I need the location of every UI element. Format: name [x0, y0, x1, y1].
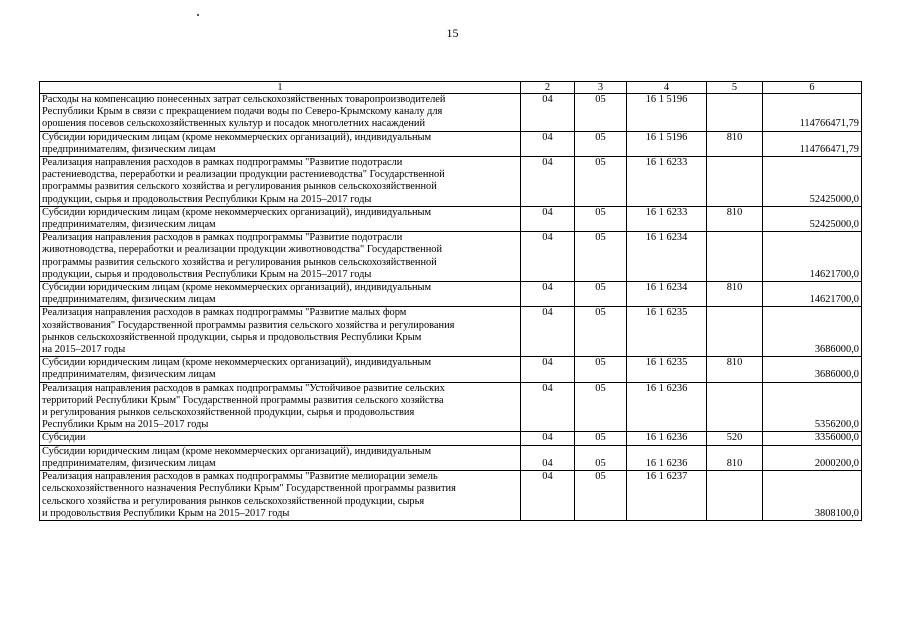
row-description: Субсидии юридическим лицам (кроме некоммерческих организаций), индивидуальным предпринимателям, физическим лицам: [40, 357, 521, 382]
column-header-2: 2: [521, 82, 575, 94]
row-subsection-code: 05: [575, 357, 627, 382]
row-description: Реализация направления расходов в рамках подпрограммы "Устойчивое развитие сельских территорий Республики Крым" Государственной программы развития сельского хозяйства и регулирования рынков сельскохозяйственной продукции, сырья и продовольствия Республики Крым на 2015–2017 годы: [40, 382, 521, 432]
row-section-code: 04: [521, 307, 575, 357]
table-row: [40, 232, 862, 282]
row-description: Реализация направления расходов в рамках подпрограммы "Развитие мелиорации земель сельскохозяйственного назначения Республики Крым" Государственной программы развития сельского хозяйства и регулирования рынков сельскохозяйственной продукции, сырья и продовольствия Республики Крым на 2015–2017 годы: [40, 471, 521, 521]
row-description: Расходы на компенсацию понесенных затрат сельскохозяйственных товаропроизводителей Республики Крым в связи с прекращением подачи воды по Северо-Крымскому каналу для орошения посевов сельскохозяйственных культур и посадок многолетних насаждений: [40, 94, 521, 132]
table-row: [40, 157, 862, 207]
table-row: [40, 471, 862, 521]
table-row: [40, 445, 862, 470]
row-section-code: 04: [521, 445, 575, 470]
row-description: Реализация направления расходов в рамках подпрограммы "Развитие подотрасли растениеводства, переработки и реализации продукции растениеводства" Государственной программы развития сельского хозяйства и регулирования рынков сельскохозяйственной продукции, сырья и продовольствия Республики Крым на 2015–2017 годы: [40, 157, 521, 207]
row-description: Субсидии юридическим лицам (кроме некоммерческих организаций), индивидуальным предпринимателям, физическим лицам: [40, 206, 521, 231]
row-amount: 14621700,0: [763, 232, 862, 282]
table-row: [40, 94, 862, 132]
row-amount: 52425000,0: [763, 206, 862, 231]
row-amount: 14621700,0: [763, 282, 862, 307]
row-amount: 3356000,0: [763, 432, 862, 445]
row-target-article-code: 16 1 6234: [627, 232, 707, 282]
row-section-code: 04: [521, 94, 575, 132]
column-header-5: 5: [707, 82, 763, 94]
row-target-article-code: 16 1 5196: [627, 94, 707, 132]
row-target-article-code: 16 1 6236: [627, 445, 707, 470]
table-row: [40, 432, 862, 445]
row-expense-type-code: 810: [707, 282, 763, 307]
row-expense-type-code: [707, 382, 763, 432]
row-section-code: 04: [521, 131, 575, 156]
row-subsection-code: 05: [575, 382, 627, 432]
row-target-article-code: 16 1 6233: [627, 157, 707, 207]
row-expense-type-code: 810: [707, 357, 763, 382]
table-row: [40, 282, 862, 307]
row-subsection-code: 05: [575, 282, 627, 307]
row-section-code: 04: [521, 282, 575, 307]
row-description: Реализация направления расходов в рамках подпрограммы "Развитие подотрасли животноводства, переработки и реализации продукции животноводства" Государственной программы развития сельского хозяйства и регулирования рынков сельскохозяйственной продукции, сырья и продовольствия Республики Крым на 2015–2017 годы: [40, 232, 521, 282]
row-target-article-code: 16 1 5196: [627, 131, 707, 156]
table-row: [40, 357, 862, 382]
row-section-code: 04: [521, 357, 575, 382]
row-amount: 114766471,79: [763, 131, 862, 156]
row-subsection-code: 05: [575, 232, 627, 282]
table-header-row: [40, 82, 862, 94]
row-subsection-code: 05: [575, 432, 627, 445]
budget-table: [39, 81, 862, 521]
row-expense-type-code: [707, 307, 763, 357]
row-subsection-code: 05: [575, 307, 627, 357]
table-row: [40, 131, 862, 156]
row-expense-type-code: 810: [707, 206, 763, 231]
scan-dot: [197, 14, 199, 16]
row-target-article-code: 16 1 6233: [627, 206, 707, 231]
row-subsection-code: 05: [575, 131, 627, 156]
row-description: Субсидии: [40, 432, 521, 445]
row-description: Субсидии юридическим лицам (кроме некоммерческих организаций), индивидуальным предпринимателям, физическим лицам: [40, 445, 521, 470]
row-target-article-code: 16 1 6235: [627, 307, 707, 357]
row-subsection-code: 05: [575, 206, 627, 231]
table-row: [40, 382, 862, 432]
row-target-article-code: 16 1 6235: [627, 357, 707, 382]
row-expense-type-code: [707, 232, 763, 282]
row-amount: 3686000,0: [763, 307, 862, 357]
row-subsection-code: 05: [575, 445, 627, 470]
row-amount: 3686000,0: [763, 357, 862, 382]
row-subsection-code: 05: [575, 157, 627, 207]
row-section-code: 04: [521, 232, 575, 282]
row-amount: 5356200,0: [763, 382, 862, 432]
row-amount: 2000200,0: [763, 445, 862, 470]
row-target-article-code: 16 1 6234: [627, 282, 707, 307]
row-subsection-code: 05: [575, 94, 627, 132]
column-header-3: 3: [575, 82, 627, 94]
row-description: Реализация направления расходов в рамках подпрограммы "Развитие малых форм хозяйствования" Государственной программы развития сельского хозяйства и регулирования рынков сельскохозяйственной продукции, сырья и продовольствия Республики Крым на 2015–2017 годы: [40, 307, 521, 357]
row-section-code: 04: [521, 471, 575, 521]
row-amount: 114766471,79: [763, 94, 862, 132]
row-target-article-code: 16 1 6237: [627, 471, 707, 521]
row-expense-type-code: 810: [707, 131, 763, 156]
row-amount: 3808100,0: [763, 471, 862, 521]
row-section-code: 04: [521, 432, 575, 445]
column-header-4: 4: [627, 82, 707, 94]
row-expense-type-code: 520: [707, 432, 763, 445]
table-row: [40, 206, 862, 231]
row-section-code: 04: [521, 206, 575, 231]
row-section-code: 04: [521, 157, 575, 207]
table-row: [40, 307, 862, 357]
row-description: Субсидии юридическим лицам (кроме некоммерческих организаций), индивидуальным предпринимателям, физическим лицам: [40, 282, 521, 307]
row-amount: 52425000,0: [763, 157, 862, 207]
column-header-6: 6: [763, 82, 862, 94]
row-subsection-code: 05: [575, 471, 627, 521]
row-expense-type-code: [707, 157, 763, 207]
row-description: Субсидии юридическим лицам (кроме некоммерческих организаций), индивидуальным предпринимателям, физическим лицам: [40, 131, 521, 156]
row-target-article-code: 16 1 6236: [627, 382, 707, 432]
column-header-1: 1: [40, 82, 521, 94]
row-expense-type-code: 810: [707, 445, 763, 470]
page-number: 15: [446, 26, 459, 40]
row-section-code: 04: [521, 382, 575, 432]
row-target-article-code: 16 1 6236: [627, 432, 707, 445]
row-expense-type-code: [707, 94, 763, 132]
row-expense-type-code: [707, 471, 763, 521]
